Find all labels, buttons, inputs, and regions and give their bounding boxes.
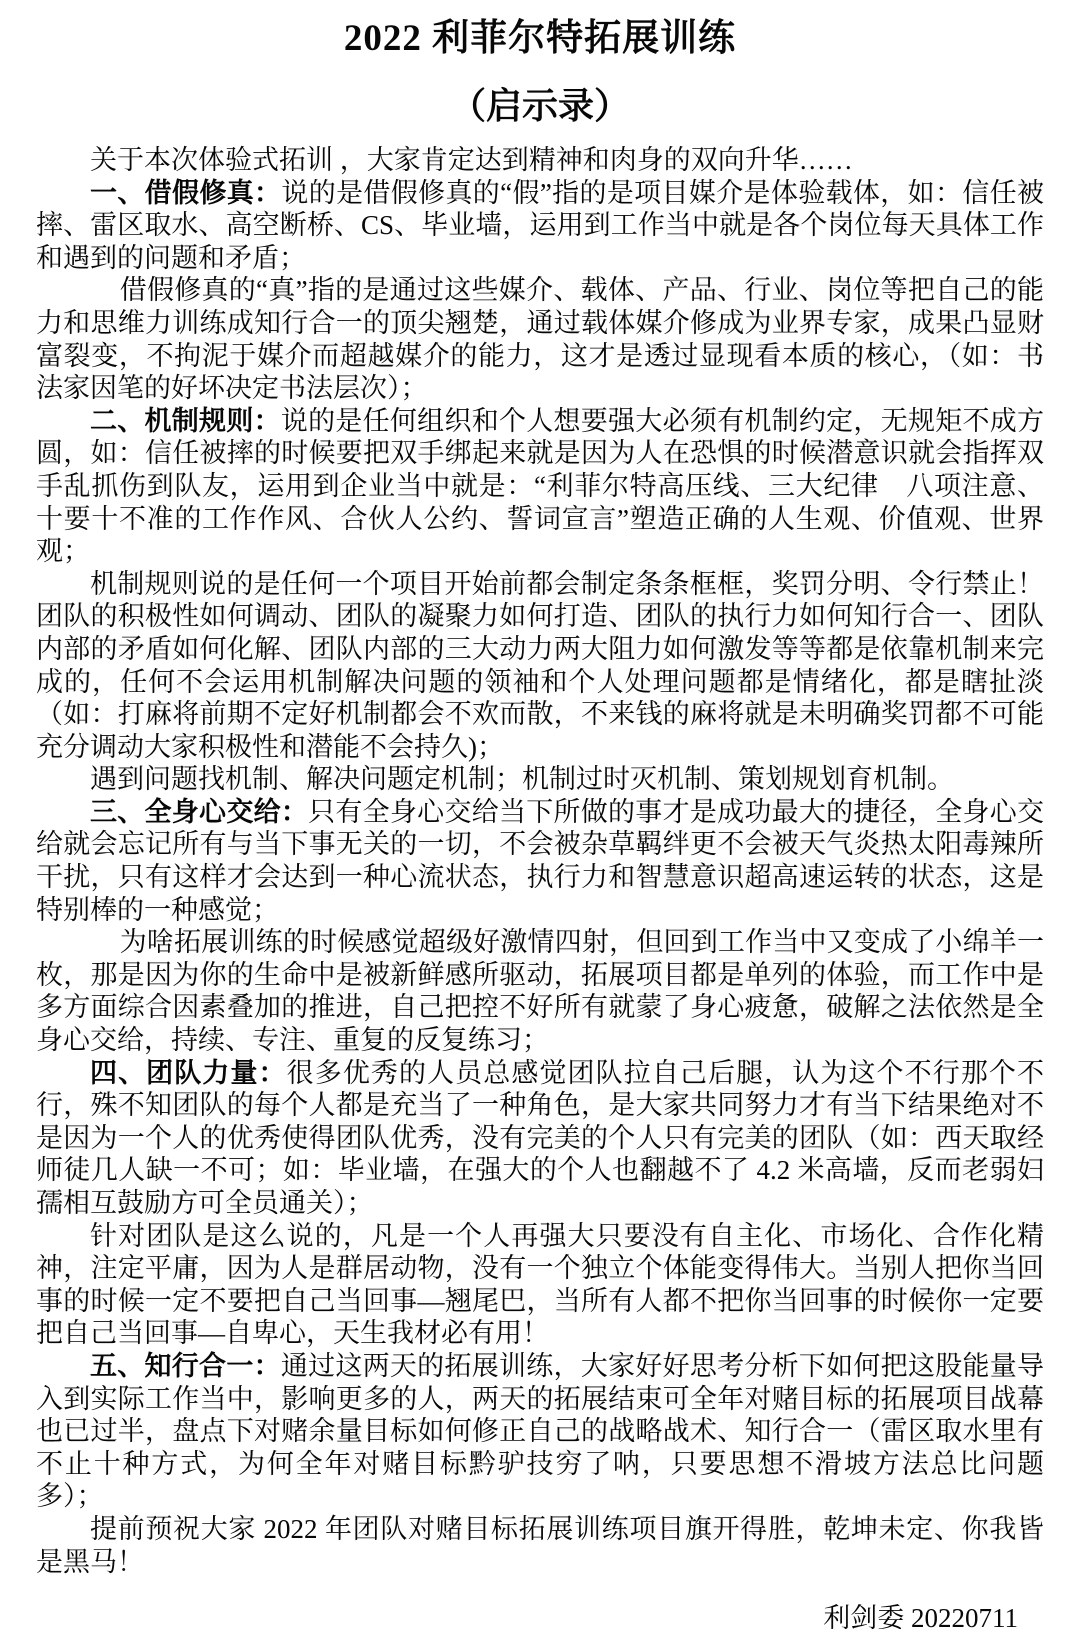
paragraph [36, 144, 1044, 177]
paragraph [36, 926, 1044, 1056]
paragraph [36, 1220, 1044, 1350]
paragraph-text: 说的是借假修真的“假”指的是项目媒介是体验载体，如：信任被摔、雷区取水、高空断桥、CS、毕业墙，运用到工作当中就是各个岗位每天具体工作和遇到的问题和矛盾； [36, 177, 1044, 273]
section-heading: 五、知行合一： [90, 1350, 281, 1381]
paragraph-text: 为啥拓展训练的时候感觉超级好激情四射，但回到工作当中又变成了小绵羊一枚，那是因为你的生命中是被新鲜感所驱动，拓展项目都是单列的体验，而工作中是多方面综合因素叠加的推进，自己把控不好所有就蒙了身心疲惫，破解之法依然是全身心交给，持续、专注、重复的反复练习； [36, 927, 1044, 1056]
paragraph-text: 关于本次体验式拓训 ，大家肯定达到精神和肉身的双向升华…… [90, 145, 853, 175]
signature: 利剑委 20220711 [823, 1603, 1018, 1634]
paragraph [36, 796, 1044, 926]
document-subtitle: （启示录） [449, 86, 630, 126]
paragraph [36, 1513, 1044, 1578]
paragraph [36, 1350, 1044, 1513]
paragraph-text: 说的是任何组织和个人想要强大必须有机制约定，无规矩不成方圆，如：信任被摔的时候要把双手绑起来就是因为人在恐惧的时候潜意识就会指挥双手乱抓伤到队友，运用到企业当中就是：“利菲尔特高压线、三大纪律 八项注意、十要十不准的工作作风、合伙人公约、誓词宣言”塑造正确的人生观、价值观、世界观； [36, 405, 1045, 567]
paragraph [36, 568, 1044, 764]
paragraph-text: 针对团队是这么说的，凡是一个人再强大只要没有自主化、市场化、合作化精神，注定平庸，因为人是群居动物，没有一个独立个体能变得伟大。当别人把你当回事的时候一定不要把自己当回事—翘尾巴，当所有人都不把你当回事的时候你一定要把自己当回事—自卑心，天生我材必有用！ [36, 1220, 1044, 1349]
paragraph [36, 177, 1044, 275]
section-heading: 四、团队力量： [90, 1057, 287, 1088]
section-heading: 二、机制规则： [90, 405, 281, 436]
paragraph-text: 很多优秀的人员总感觉团队拉自己后腿，认为这个不行那个不行，殊不知团队的每个人都是充当了一种角色，是大家共同努力才有当下结果绝对不是因为一个人的优秀使得团队优秀，没有完美的个人只有完美的团队（如：西天取经师徒几人缺一不可；如：毕业墙，在强大的个人也翻越不了 4.2 米高墙，反而老弱妇孺相互鼓励方可全员通关）； [36, 1057, 1045, 1218]
document-body [36, 144, 1044, 1578]
paragraph-text: 借假修真的“真”指的是通过这些媒介、载体、产品、行业、岗位等把自己的能力和思维力训练成知行合一的顶尖翘楚，通过载体媒介修成为业界专家，成果凸显财富裂变，不拘泥于媒介而超越媒介的能力，这才是透过显现看本质的核心，（如：书法家因笔的好坏决定书法层次）； [36, 275, 1044, 404]
section-heading: 一、借假修真： [90, 177, 282, 208]
paragraph [36, 1057, 1044, 1220]
paragraph-text: 通过这两天的拓展训练，大家好好思考分析下如何把这股能量导入到实际工作当中，影响更多的人，两天的拓展结束可全年对赌目标的拓展项目战幕也已过半，盘点下对赌余量目标如何修正自己的战略战术、知行合一（雷区取水里有不止十种方式，为何全年对赌目标黔驴技穷了呐，只要思想不滑坡方法总比问题多）； [36, 1350, 1045, 1512]
paragraph [36, 274, 1044, 404]
paragraph [36, 405, 1044, 568]
document-title: 2022 利菲尔特拓展训练 [343, 18, 737, 59]
paragraph-text: 机制规则说的是任何一个项目开始前都会制定条条框框，奖罚分明、令行禁止！团队的积极性如何调动、团队的凝聚力如何打造、团队的执行力如何知行合一、团队内部的矛盾如何化解、团队内部的三大动力两大阻力如何激发等等都是依靠机制来完成的，任何不会运用机制解决问题的领袖和个人处理问题都是情绪化，都是瞎扯淡（如：打麻将前期不定好机制都会不欢而散，不来钱的麻将就是未明确奖罚都不可能充分调动大家积极性和潜能不会持久)； [36, 568, 1044, 762]
paragraph-text: 只有全身心交给当下所做的事才是成功最大的捷径，全身心交给就会忘记所有与当下事无关的一切，不会被杂草羁绊更不会被天气炎热太阳毒辣所干扰，只有这样才会达到一种心流状态，执行力和智慧意识超高速运转的状态，这是特别棒的一种感觉； [36, 796, 1045, 925]
paragraph-text: 提前预祝大家 2022 年团队对赌目标拓展训练项目旗开得胜，乾坤未定、你我皆是黑马！ [36, 1513, 1044, 1577]
section-heading: 三、全身心交给： [90, 796, 309, 827]
paragraph [36, 763, 1044, 796]
paragraph-text: 遇到问题找机制、解决问题定机制；机制过时灭机制、策划规划育机制。 [90, 764, 954, 795]
